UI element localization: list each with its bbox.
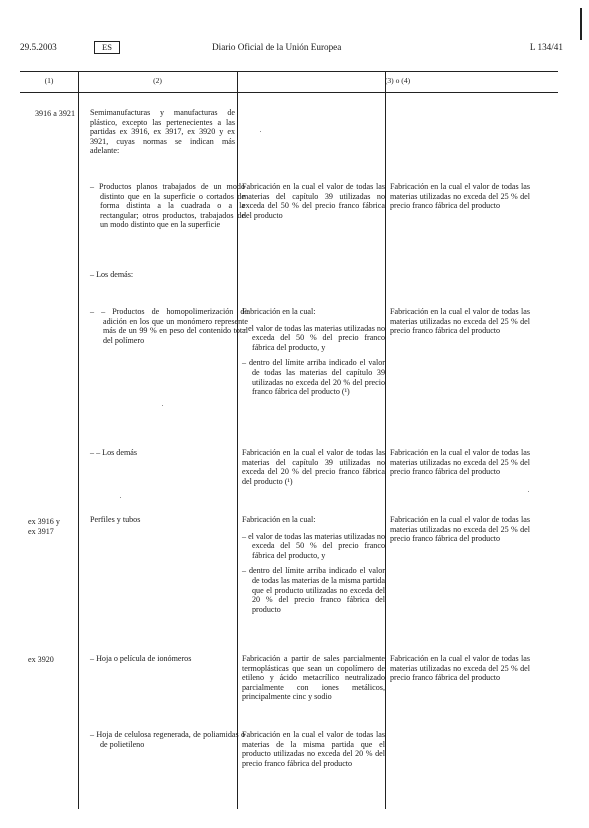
rule-condition: – dentro del límite arriba indicado el valor de todas las materias del capítulo 39 utilizadas no exceda del 20 % del precio franco fábrica del producto (¹) <box>242 358 385 397</box>
rule-condition: – el valor de todas las materias utilizadas no exceda del 50 % del precio franco fábrica del producto, y <box>242 323 385 352</box>
row-code: ex 3916 y ex 3917 <box>28 517 60 536</box>
rules-table <box>20 71 558 809</box>
scan-speck <box>162 405 163 406</box>
row-rule-col4: Fabricación en la cual el valor de todas las materias utilizadas no exceda del 25 % del precio franco fábrica del producto <box>390 654 530 683</box>
scan-speck <box>120 497 121 498</box>
row-description: – Hoja o película de ionómeros <box>90 654 192 663</box>
column-header-1: (1) <box>44 76 54 85</box>
scan-speck <box>260 131 261 132</box>
column-header-2: (2) <box>153 76 162 85</box>
row-rule-col4: Fabricación en la cual el valor de todas las materias utilizadas no exceda del 25 % del precio franco fábrica del producto <box>390 448 530 477</box>
rule-condition: – dentro del límite arriba indicado el valor de todas las materias de la misma partida que el producto utilizadas no exceda del 20 % del precio franco fábrica del producto <box>242 566 385 614</box>
page-reference: L 134/41 <box>529 42 563 52</box>
row-rule-col3: Fabricación a partir de sales parcialmente termoplásticas que sean un copolímero de etileno y ácido metacrílico neutralizado parcialmente con iones metálicos, principalmente cinc y sodio <box>242 654 385 702</box>
rule-intro: Fabricación en la cual: <box>242 515 316 524</box>
row-code: 3916 a 3921 <box>34 109 75 118</box>
column-divider-1 <box>78 71 79 809</box>
row-rule-col4: Fabricación en la cual el valor de todas las materias utilizadas no exceda del 25 % del precio franco fábrica del producto <box>390 307 530 336</box>
row-rule-col4: Fabricación en la cual el valor de todas las materias utilizadas no exceda del 25 % del precio franco fábrica del producto <box>390 515 530 544</box>
page-header <box>0 41 589 55</box>
header-rule <box>20 92 558 93</box>
column-divider-3 <box>385 71 386 809</box>
language-badge: ES <box>94 41 120 54</box>
row-rule-col3 <box>242 307 385 397</box>
rule-intro: Fabricación en la cual: <box>242 307 316 316</box>
row-description: – Productos planos trabajados de un modo distinto que en la superficie o cortados de forma distinta a la cuadrada o a la rectangular; otros productos, trabajados de un modo distinto que en la superficie <box>90 182 245 230</box>
rule-condition: – el valor de todas las materias utilizadas no exceda del 50 % del precio franco fábrica del producto, y <box>242 531 385 560</box>
row-code: ex 3920 <box>28 655 54 664</box>
row-description: – Hoja de celulosa regenerada, de poliamidas o de polietileno <box>90 730 245 749</box>
journal-title: Diario Oficial de la Unión Europea <box>212 42 342 52</box>
row-description: Perfiles y tubos <box>90 515 141 524</box>
row-rule-col3: Fabricación en la cual el valor de todas las materias del capítulo 39 utilizadas no exceda del 20 % del precio franco fábrica del producto (¹) <box>242 448 385 486</box>
row-description: Semimanufacturas y manufacturas de plástico, excepto las pertenecientes a las partidas ex 3916, ex 3917, ex 3920 y ex 3921, cuyas normas se indican más adelante: <box>90 108 235 156</box>
row-rule-col3: Fabricación en la cual el valor de todas las materias del capítulo 39 utilizadas no exceda del 50 % del precio franco fábrica del producto <box>242 182 385 220</box>
scan-speck <box>528 491 529 492</box>
margin-bar <box>580 8 582 40</box>
row-rule-col3 <box>242 515 385 614</box>
header-date: 29.5.2003 <box>20 42 57 52</box>
table-top-rule <box>20 71 558 72</box>
column-header-3: (3) o (4) <box>384 76 411 85</box>
row-description: – Los demás: <box>90 270 134 279</box>
row-description: – – Productos de homopolimerización de adición en los que un monómero represente más de un 99 % en peso del contenido total del polímero <box>90 307 248 345</box>
row-rule-col4: Fabricación en la cual el valor de todas las materias utilizadas no exceda del 25 % del precio franco fábrica del producto <box>390 182 530 211</box>
row-rule-col3: Fabricación en la cual el valor de todas las materias de la misma partida que el producto utilizadas no exceda del 20 % del precio franco fábrica del producto <box>242 730 385 768</box>
row-description: – – Los demás <box>90 448 137 457</box>
